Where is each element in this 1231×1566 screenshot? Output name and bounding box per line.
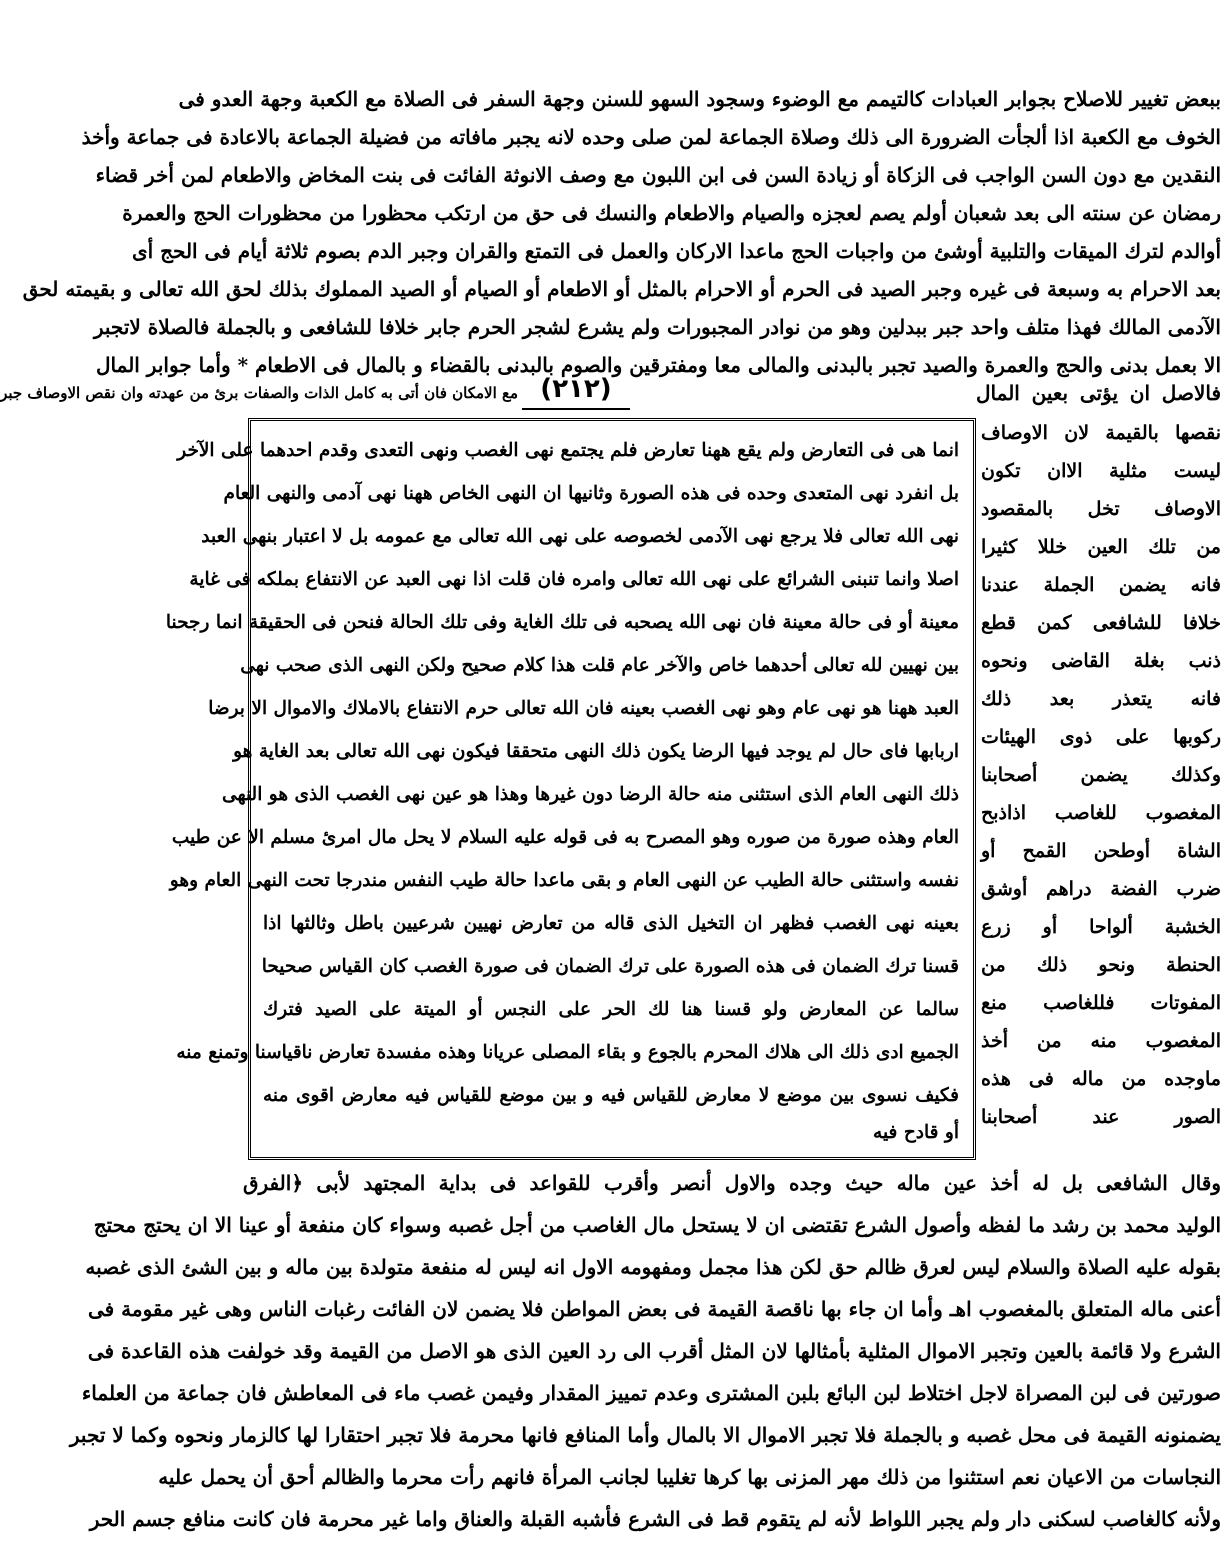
side-line: فانه يضمن الجملة عندنا xyxy=(981,574,1221,596)
text-line: ببعض تغيير للاصلاح بجوابر العبادات كالتيمم مع الوضوء وسجود السهو للسنن وجهة السفر فى الصلاة مع الكعبة وجهة العدو فى xyxy=(178,87,1221,111)
text-line: أوالدم لترك الميقات والتلبية أوشئ من واجبات الحج ماعدا الاركان والعمل فى التمتع والقران وجبر الدم بصوم ثلاثة أيام فى الحج أى xyxy=(131,239,1221,263)
text-line: صورتين فى لبن المصراة لاجل اختلاط لبن البائع بلبن المشترى وعدم تمييز المقدار وفيمن غصب ماء فى المعاطش فان جماعة من العلماء xyxy=(81,1381,1221,1405)
side-line: ضرب الفضة دراهم أوشق xyxy=(981,878,1221,900)
box-line: نهى الله تعالى فلا يرجع نهى الآدمى لخصوصه على نهى الله تعالى مع عمومه بل لا اعتبار بنهى العبد xyxy=(201,526,959,547)
text-line: ولأنه كالغاصب لسكنى دار ولم يجبر اللواط لأنه لم يتقوم قط فى الشرع فأشبه القبلة والعناق واما غير محرمة فان كانت منافع جسم الحر xyxy=(89,1507,1221,1531)
text-line: الآدمى المالك فهذا متلف واحد جبر ببدلين وهو من نوادر المجبورات ولم يشرع لشجر الحرم جابر خلافا للشافعى و بالجملة فالصلاة لاتجبر xyxy=(93,315,1221,339)
box-line: اربابها فاى حال لم يوجد فيها الرضا يكون ذلك النهى متحققا فيكون نهى الله تعالى بعد الغاية هو xyxy=(233,741,959,762)
text-line: النقدين مع دون السن الواجب فى الزكاة أو زيادة السن فى ابن اللبون مع وصف الانوثة الفائت فى بنت المخاض والاطعام لمن أخر قضاء xyxy=(95,163,1221,187)
split-line-right: فالاصل ان يؤتى بعين المال xyxy=(976,381,1221,405)
side-line: فانه يتعذر بعد ذلك xyxy=(981,688,1221,710)
text-line: رمضان عن سنته الى بعد شعبان أولم يصم لعجزه والصيام والاطعام والنسك فى حق من ارتكب محظورا من محظورات الحج والعمرة xyxy=(122,201,1221,225)
side-line: ماوجده من ماله فى هذه xyxy=(981,1068,1221,1090)
text-line: يضمنونه القيمة فى محل غصبه و بالجملة فلا تجبر الاموال الا بالمال وأما المنافع فانها محرمة فلا تجبر احتقارا لها كالزمار ونحوه وكما لا تجبر xyxy=(69,1423,1221,1447)
side-line: المغصوب للغاصب اذاذبح xyxy=(981,802,1221,824)
side-line: ركوبها على ذوى الهيئات xyxy=(981,726,1221,748)
side-line: خلافا للشافعى كمن قطع xyxy=(981,612,1221,634)
framed-commentary-box xyxy=(165,418,976,1160)
text-line: وقال الشافعى بل له أخذ عين ماله حيث وجده والاول أنصر وأقرب للقواعد فى بداية المجتهد لأبى ﴿الفرق xyxy=(243,1171,1221,1195)
side-line: ليست مثلية الاان تكون xyxy=(981,460,1221,482)
side-line: المغصوب منه من أخذ xyxy=(981,1030,1221,1052)
text-line: بقوله عليه الصلاة والسلام ليس لعرق ظالم حق لكن هذا مجمل ومفهومه الاول انه ليس له منفعة متولدة بين ماله و بين الشئ الذى غصبه xyxy=(85,1255,1221,1279)
box-line: ذلك النهى العام الذى استثنى منه حالة الرضا دون غيرها وهذا هو عين نهى الغصب الذى هو النهى xyxy=(222,784,959,805)
side-line: الحنطة ونحو ذلك من xyxy=(981,954,1221,976)
box-line: نفسه واستثنى حالة الطيب عن النهى العام و بقى ماعدا حالة طيب النفس مندرجا تحت النهى العام وهو xyxy=(169,870,959,891)
side-line: الخشبة ألواحا أو زرع xyxy=(981,916,1221,938)
box-line: سالما عن المعارض ولو قسنا هنا لك الحر على النجس أو الميتة على الصيد فترك xyxy=(263,999,959,1020)
box-line: قسنا ترك الضمان فى هذه الصورة على ترك الضمان فى صورة الغصب كان القياس صحيحا xyxy=(261,956,959,977)
side-line: الشاة أوطحن القمح أو xyxy=(981,840,1221,862)
side-line: الاوصاف تخل بالمقصود xyxy=(981,498,1221,520)
text-line: الا بعمل بدنى والحج والعمرة والصيد تجبر بالبدنى والمالى معا ومفترقين والصوم بالبدنى بالقضاء و بالمال فى الاطعام * وأما جوابر المال xyxy=(96,353,1221,377)
box-line: انما هى فى التعارض ولم يقع ههنا تعارض فلم يجتمع نهى الغصب ونهى التعدى وقدم احدهما على الآخر xyxy=(177,440,959,461)
box-line: الجميع ادى ذلك الى هلاك المحرم بالجوع و بقاء المصلى عريانا وهذه مفسدة تعارض ناقياسنا وتمنع منه xyxy=(176,1042,959,1063)
box-line: بل انفرد نهى المتعدى وحده فى هذه الصورة وثانيها ان النهى الخاص ههنا نهى آدمى والنهى العام xyxy=(223,483,959,504)
box-line: معينة أو فى حالة معينة فان نهى الله يصحبه فى تلك الغاية وفى تلك الحالة فنحن فى الحقيقة انما رجحنا xyxy=(165,612,959,633)
text-line: النجاسات من الاعيان نعم استثنوا من ذلك مهر المزنى بها كرها تغليبا لجانب المرأة فانهم رأت محرما والظالم أحق أن يحمل عليه xyxy=(158,1465,1221,1489)
page-number: (٢١٢) xyxy=(522,372,630,410)
side-line: نقصها بالقيمة لان الاوصاف xyxy=(981,422,1221,444)
box-line: العبد ههنا هو نهى عام وهو نهى الغصب بعينه فان الله تعالى حرم الانتفاع بالاملاك والاموال الا برضا xyxy=(208,698,959,719)
text-line: بعد الاحرام به وسبعة فى غيره وجبر الصيد فى الحرم أو الاحرام بالمثل أو الاطعام أو الصيام أو الصيد المملوك بذلك لحق الله تعالى و بقيمته لحق xyxy=(22,277,1221,301)
text-line: الخوف مع الكعبة اذا ألجأت الضرورة الى ذلك وصلاة الجماعة لمن صلى وحده لانه يجبر مافاته من فضيلة الجماعة بالاعادة فى جماعة وأخذ xyxy=(81,125,1221,149)
box-line: العام وهذه صورة من صوره وهو المصرح به فى قوله عليه السلام لا يحل مال امرئ مسلم الا عن طيب xyxy=(171,827,959,848)
side-line: ذنب بغلة القاضى ونحوه xyxy=(981,650,1221,672)
box-line: بعينه نهى الغصب فظهر ان التخيل الذى قاله من تعارض نهيين شرعيين باطل وثالثها اذا xyxy=(263,913,959,934)
box-line: فكيف نسوى بين موضع لا معارض للقياس فيه و بين موضع للقياس فيه معارض اقوى منه xyxy=(263,1085,959,1106)
split-line-left: مع الامكان فان أتى به كامل الذات والصفات برئ من عهدته وان نقص الاوصاف جبر xyxy=(0,384,518,402)
box-line: أو قادح فيه xyxy=(873,1122,959,1143)
text-line: الوليد محمد بن رشد ما لفظه وأصول الشرع تقتضى ان لا يستحل مال الغاصب من أجل غصبه وسواء كان منفعة أو عينا الا ان يحتج محتج xyxy=(93,1213,1221,1237)
side-line: المفوتات فللغاصب منع xyxy=(981,992,1221,1014)
text-line: الشرع ولا قائمة بالعين وتجبر الاموال المثلية بأمثالها لان المثل أقرب الى رد العين الذى هو الاصل من القيمة وقد خولفت هذه القاعدة فى xyxy=(87,1339,1221,1363)
box-line: بين نهيين لله تعالى أحدهما خاص والآخر عام قلت هذا كلام صحيح ولكن النهى الذى صحب نهى xyxy=(240,655,959,676)
box-line: اصلا وانما تنبنى الشرائع على نهى الله تعالى وامره فان قلت اذا نهى العبد عن الانتفاع بملكه فى غاية xyxy=(189,569,959,590)
side-line: من تلك العين خللا كثيرا xyxy=(981,536,1221,558)
side-line: الصور عند أصحابنا xyxy=(981,1106,1221,1128)
side-line: وكذلك يضمن أصحابنا xyxy=(981,764,1221,786)
text-line: أعنى ماله المتعلق بالمغصوب اهـ وأما ان جاء بها ناقصة القيمة فى بعض المواطن فلا يضمن لان الفائت رغبات الناس وهى غير مقومة فى xyxy=(87,1297,1221,1321)
